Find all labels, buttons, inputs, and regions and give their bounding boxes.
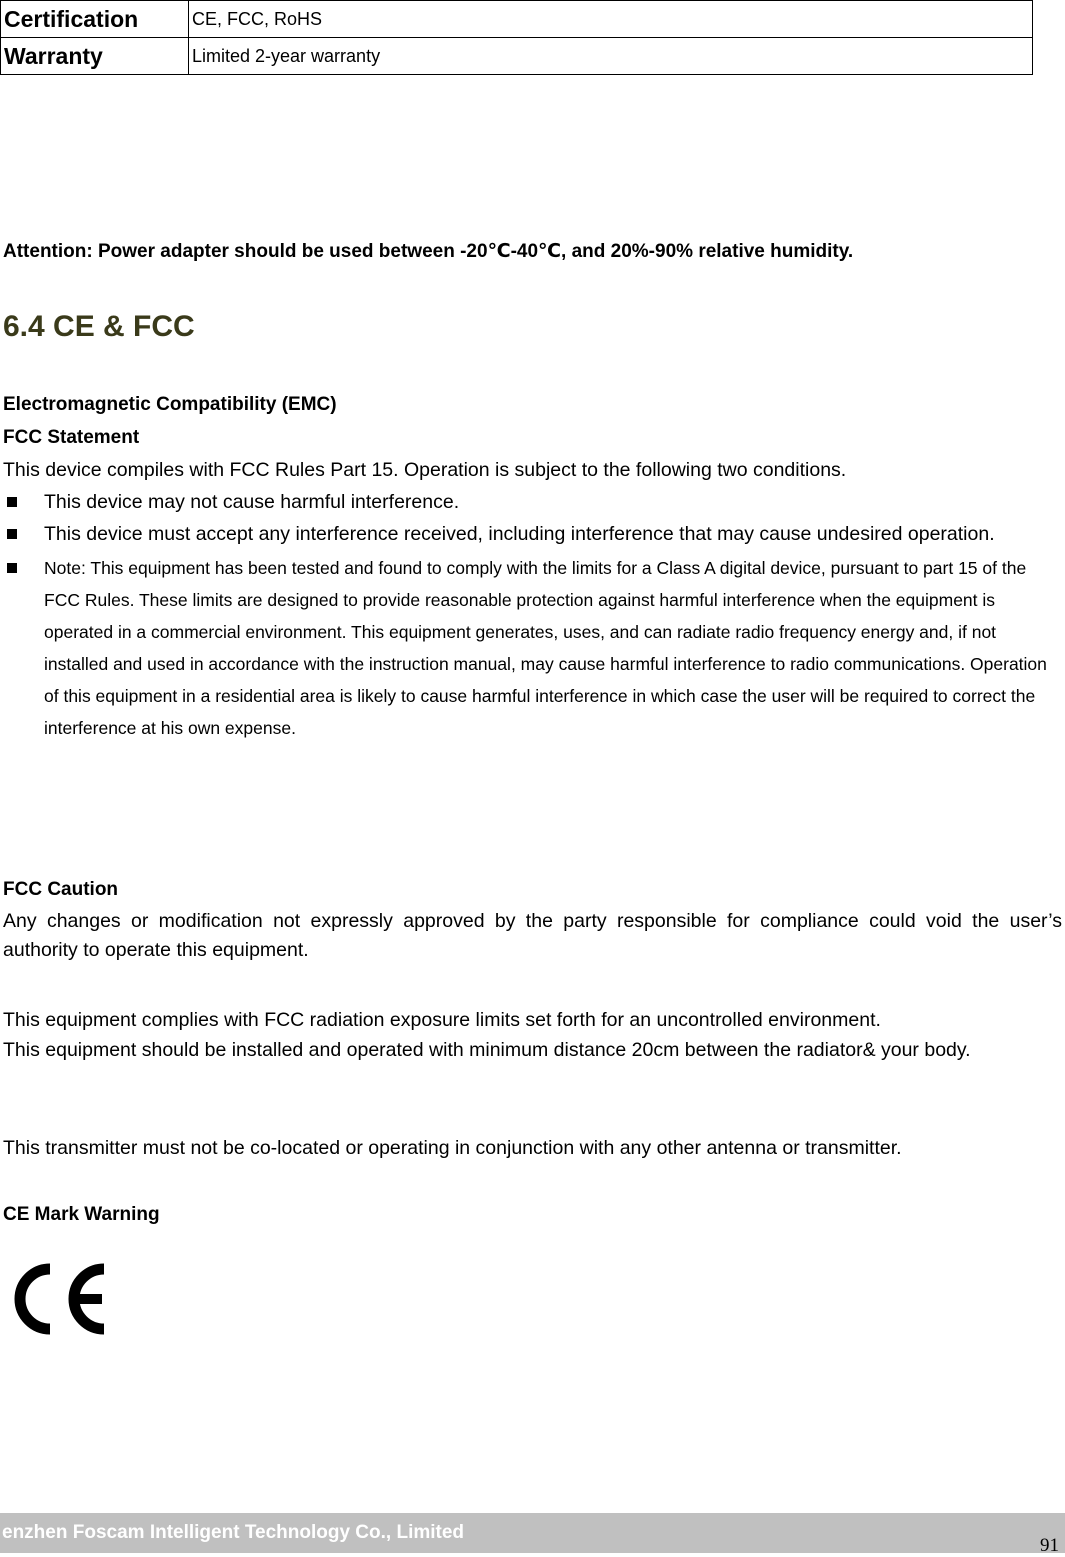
fcc-caution-title: FCC Caution bbox=[3, 879, 119, 900]
square-bullet-icon bbox=[7, 497, 17, 507]
square-bullet-icon bbox=[7, 529, 17, 539]
spec-value: Limited 2-year warranty bbox=[189, 38, 1033, 75]
spec-table bbox=[0, 0, 1033, 75]
spec-key: Certification bbox=[1, 1, 189, 38]
emc-title: Electromagnetic Compatibility (EMC) bbox=[3, 394, 337, 415]
fcc-conditions-list bbox=[0, 486, 1063, 744]
section-heading: 6.4 CE & FCC bbox=[3, 310, 195, 343]
list-item bbox=[0, 486, 1063, 518]
spec-key: Warranty bbox=[1, 38, 189, 75]
spec-value: CE, FCC, RoHS bbox=[189, 1, 1033, 38]
ce-warning-title: CE Mark Warning bbox=[3, 1204, 160, 1225]
page-number: 91 bbox=[1040, 1535, 1059, 1556]
fcc-statement-title: FCC Statement bbox=[3, 427, 140, 448]
ce-mark-icon bbox=[6, 1255, 116, 1348]
list-item-text: Note: This equipment has been tested and found to comply with the limits for a Class A digital device, pursuant to part 15 of the FCC Rules. These limits are designed to provide reasonable protection against harmful interference when the equipment is operated in a commercial environment. This equipment generates, uses, and can radiate radio frequency energy and, if not installed and used in accordance with the instruction manual, may cause harmful interference to radio communications. Operation of this equipment in a residential area is likely to cause harmful interference in which case the user will be required to correct the interference at his own expense. bbox=[44, 558, 1047, 738]
distance-paragraph: This equipment should be installed and operated with minimum distance 20cm between the radiator& your body. bbox=[3, 1039, 971, 1061]
transmitter-paragraph: This transmitter must not be co-located or operating in conjunction with any other antenna or transmitter. bbox=[3, 1137, 902, 1159]
fcc-caution-paragraph: Any changes or modification not expressly approved by the party responsible for compliance could void the user’s authority to operate this equipment. bbox=[3, 910, 1062, 961]
list-item-text: This device must accept any interference received, including interference that may cause undesired operation. bbox=[44, 523, 995, 545]
list-item-text: This device may not cause harmful interference. bbox=[44, 491, 460, 513]
fcc-statement-intro: This device compiles with FCC Rules Part 15. Operation is subject to the following two conditions. bbox=[3, 459, 847, 481]
radiation-paragraph: This equipment complies with FCC radiation exposure limits set forth for an uncontrolled environment. bbox=[3, 1009, 881, 1031]
list-item bbox=[0, 518, 1063, 550]
spec-row-certification bbox=[1, 1, 1033, 38]
footer-company: enzhen Foscam Intelligent Technology Co., Limited bbox=[2, 1522, 465, 1543]
square-bullet-icon bbox=[7, 563, 17, 573]
list-item bbox=[0, 552, 1063, 744]
attention-note: Attention: Power adapter should be used between -20℃-40℃, and 20%-90% relative humidity. bbox=[3, 241, 854, 262]
spec-row-warranty bbox=[1, 38, 1033, 75]
